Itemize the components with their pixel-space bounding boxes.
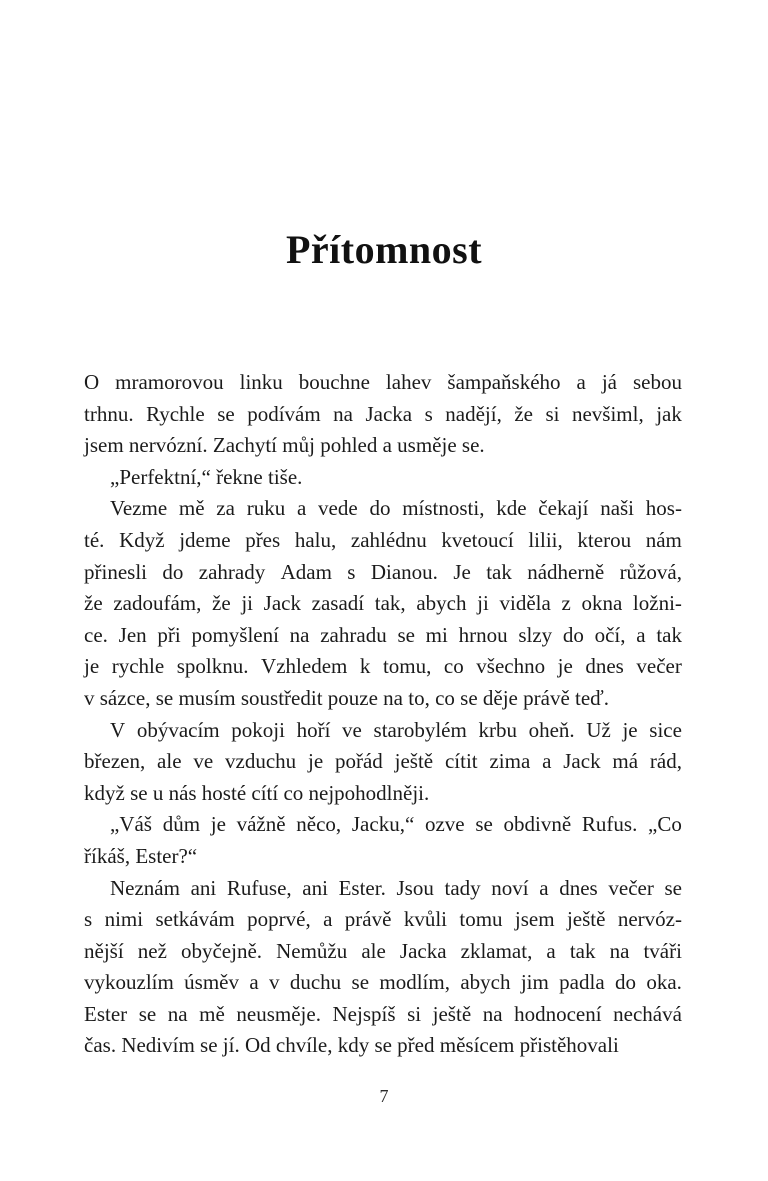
text-line: když se u nás hosté cítí co nejpohodlněji.	[84, 780, 430, 805]
text-line: V obývacím pokoji hoří ve starobylém krbu oheň. Už je sice	[110, 717, 682, 742]
text-line: Neznám ani Rufuse, ani Ester. Jsou tady noví a dnes večer se	[110, 875, 682, 900]
chapter-title: Přítomnost	[285, 227, 483, 272]
text-line: čas. Nedivím se jí. Od chvíle, kdy se před měsícem přistěhovali	[84, 1033, 619, 1058]
body-text	[84, 367, 682, 1062]
text-line: že zadoufám, že ji Jack zasadí tak, abych ji viděla z okna ložni-	[84, 591, 682, 616]
text-line: s nimi setkávám poprvé, a právě kvůli tomu jsem ještě nervóz-	[84, 907, 682, 932]
page-number: 7	[379, 1086, 389, 1106]
text-line: té. Když jdeme přes halu, zahlédnu kvetoucí lilii, kterou nám	[84, 527, 682, 552]
text-line: Vezme mě za ruku a vede do místnosti, kde čekají naši hos-	[110, 496, 682, 521]
text-line: jsem nervózní. Zachytí můj pohled a usměje se.	[84, 433, 485, 458]
text-line: je rychle spolknu. Vzhledem k tomu, co všechno je dnes večer	[84, 654, 682, 679]
text-line: trhnu. Rychle se podívám na Jacka s nadějí, že si nevšiml, jak	[84, 401, 682, 426]
text-line: říkáš, Ester?“	[84, 843, 198, 868]
text-line: „Váš dům je vážně něco, Jacku,“ ozve se obdivně Rufus. „Co	[110, 812, 682, 837]
text-line: v sázce, se musím soustředit pouze na to, co se děje právě teď.	[84, 685, 609, 710]
text-line: Ester se na mě neusměje. Nejspíš si ještě na hodnocení nechává	[84, 1001, 682, 1026]
text-line: vykouzlím úsměv a v duchu se modlím, abych jim padla do oka.	[84, 970, 682, 995]
text-line: březen, ale ve vzduchu je pořád ještě cítit zima a Jack má rád,	[84, 749, 682, 774]
text-line: ce. Jen při pomyšlení na zahradu se mi hrnou slzy do očí, a tak	[84, 622, 682, 647]
text-line: přinesli do zahrady Adam s Dianou. Je tak nádherně růžová,	[84, 559, 682, 584]
text-line: „Perfektní,“ řekne tiše.	[110, 464, 303, 489]
text-line: O mramorovou linku bouchne lahev šampaňského a já sebou	[84, 370, 682, 394]
text-line: nější než obyčejně. Nemůžu ale Jacka zklamat, a tak na tváři	[84, 938, 682, 963]
